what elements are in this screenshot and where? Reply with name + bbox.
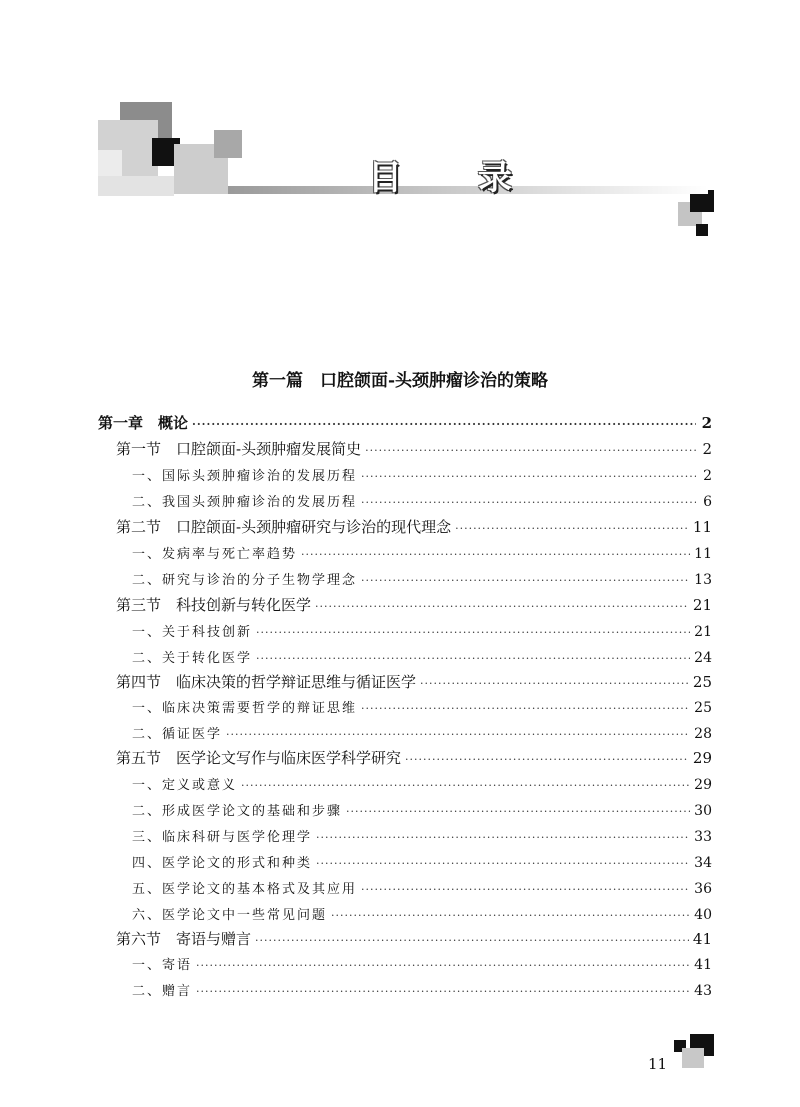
toc-page: 13 bbox=[694, 572, 712, 588]
toc-row-item[interactable] bbox=[132, 569, 712, 591]
toc-page: 34 bbox=[694, 855, 712, 871]
toc-page: 21 bbox=[692, 596, 712, 614]
toc-leader bbox=[301, 548, 690, 561]
toc-row-item[interactable] bbox=[132, 543, 712, 565]
toc-row-section[interactable] bbox=[116, 671, 712, 693]
toc-page: 2 bbox=[701, 414, 712, 432]
toc-leader bbox=[365, 444, 696, 457]
toc-label: 四、医学论文的形式和种类 bbox=[132, 856, 313, 871]
toc-row-item[interactable] bbox=[132, 904, 712, 926]
toc-page: 41 bbox=[692, 930, 712, 948]
toc-row-item[interactable] bbox=[132, 852, 712, 874]
toc-leader bbox=[331, 909, 690, 922]
toc-page: 11 bbox=[694, 546, 712, 562]
toc-page: 25 bbox=[692, 673, 712, 691]
toc-row-section[interactable] bbox=[116, 516, 712, 538]
toc-page: 43 bbox=[694, 983, 712, 999]
toc-page: 2 bbox=[702, 440, 712, 458]
toc-label: 一、定义或意义 bbox=[132, 778, 238, 793]
toc-leader bbox=[361, 702, 690, 715]
toc-label: 一、国际头颈肿瘤诊治的发展历程 bbox=[132, 469, 358, 484]
toc-page: 2 bbox=[703, 468, 712, 484]
toc-label: 第一节 口腔颌面-头颈肿瘤发展简史 bbox=[116, 440, 362, 458]
toc-row-section[interactable] bbox=[116, 747, 712, 769]
toc-label: 六、医学论文中一些常见问题 bbox=[132, 908, 328, 923]
toc-label: 第五节 医学论文写作与临床医学科学研究 bbox=[116, 749, 402, 767]
toc-label: 第一章 概论 bbox=[98, 414, 189, 432]
toc-page: 29 bbox=[692, 749, 712, 767]
toc-label: 一、发病率与死亡率趋势 bbox=[132, 547, 298, 562]
toc-leader bbox=[192, 418, 696, 431]
toc-row-item[interactable] bbox=[132, 826, 712, 848]
toc-label: 二、关于转化医学 bbox=[132, 651, 253, 666]
toc-leader bbox=[316, 831, 690, 844]
toc-label: 二、形成医学论文的基础和步骤 bbox=[132, 804, 343, 819]
toc-label: 第六节 寄语与赠言 bbox=[116, 930, 252, 948]
toc-row-item[interactable] bbox=[132, 697, 712, 719]
toc-row-item[interactable] bbox=[132, 774, 712, 796]
toc-leader bbox=[361, 470, 696, 483]
toc-row-item[interactable] bbox=[132, 723, 712, 745]
toc-row-item[interactable] bbox=[132, 954, 712, 976]
toc-leader bbox=[241, 779, 690, 792]
toc-row-item[interactable] bbox=[132, 465, 712, 487]
toc-page: 40 bbox=[694, 907, 712, 923]
toc-page: 41 bbox=[694, 957, 712, 973]
toc-label: 二、研究与诊治的分子生物学理念 bbox=[132, 573, 358, 588]
toc-label: 二、赠言 bbox=[132, 984, 193, 999]
toc-leader bbox=[255, 934, 689, 947]
toc-page: 36 bbox=[694, 881, 712, 897]
deco-square-light-under bbox=[98, 176, 174, 196]
deco-square-right-black-small bbox=[696, 224, 708, 236]
toc-row-item[interactable] bbox=[132, 878, 712, 900]
toc-label: 二、我国头颈肿瘤诊治的发展历程 bbox=[132, 495, 358, 510]
toc-row-chapter-1[interactable] bbox=[98, 412, 712, 434]
toc-row-section[interactable] bbox=[116, 928, 712, 950]
toc-page: 21 bbox=[694, 624, 712, 640]
part-title: 第一篇 口腔颌面-头颈肿瘤诊治的策略 bbox=[251, 371, 549, 391]
toc-label: 第二节 口腔颌面-头颈肿瘤研究与诊治的现代理念 bbox=[116, 518, 452, 536]
toc-page: 29 bbox=[694, 777, 712, 793]
toc-page: 11 bbox=[692, 518, 712, 536]
toc-row-item[interactable] bbox=[132, 980, 712, 1002]
toc-label: 三、临床科研与医学伦理学 bbox=[132, 830, 313, 845]
toc-label: 五、医学论文的基本格式及其应用 bbox=[132, 882, 358, 897]
toc-leader bbox=[455, 522, 689, 535]
toc-leader bbox=[315, 600, 689, 613]
toc-page: 6 bbox=[703, 494, 712, 510]
toc-leader bbox=[420, 677, 689, 690]
toc-row-item[interactable] bbox=[132, 647, 712, 669]
deco-square-gray-right bbox=[214, 130, 242, 158]
toc-leader bbox=[196, 985, 690, 998]
toc-row-item[interactable] bbox=[132, 800, 712, 822]
toc-label: 一、关于科技创新 bbox=[132, 625, 253, 640]
toc-label: 一、寄语 bbox=[132, 958, 193, 973]
toc-label: 一、临床决策需要哲学的辩证思维 bbox=[132, 701, 358, 716]
footer-decoration bbox=[670, 1030, 720, 1070]
toc-page: 24 bbox=[694, 650, 712, 666]
toc-leader bbox=[316, 857, 690, 870]
toc-leader bbox=[256, 652, 690, 665]
toc-page: 33 bbox=[694, 829, 712, 845]
deco-square-white-inner bbox=[98, 150, 122, 176]
toc-page: 28 bbox=[694, 726, 712, 742]
toc-leader bbox=[196, 959, 690, 972]
toc-label: 第四节 临床决策的哲学辩证思维与循证医学 bbox=[116, 673, 417, 691]
header-decoration bbox=[0, 0, 800, 260]
page-number: 11 bbox=[648, 1055, 668, 1073]
toc-leader bbox=[226, 728, 690, 741]
toc-leader bbox=[346, 805, 690, 818]
toc-label: 第三节 科技创新与转化医学 bbox=[116, 596, 312, 614]
toc-leader bbox=[361, 496, 696, 509]
deco-footer-gray bbox=[682, 1048, 704, 1068]
toc-row-item[interactable] bbox=[132, 491, 712, 513]
toc-leader bbox=[405, 753, 689, 766]
toc-leader bbox=[361, 883, 690, 896]
toc-page: 25 bbox=[694, 700, 712, 716]
toc-row-section[interactable] bbox=[116, 438, 712, 460]
toc-leader bbox=[361, 574, 690, 587]
toc-page: 30 bbox=[694, 803, 712, 819]
toc-row-section[interactable] bbox=[116, 594, 712, 616]
toc-label: 二、循证医学 bbox=[132, 727, 223, 742]
page-title: 目 录 bbox=[368, 158, 544, 198]
toc-leader bbox=[256, 626, 690, 639]
toc-row-item[interactable] bbox=[132, 621, 712, 643]
